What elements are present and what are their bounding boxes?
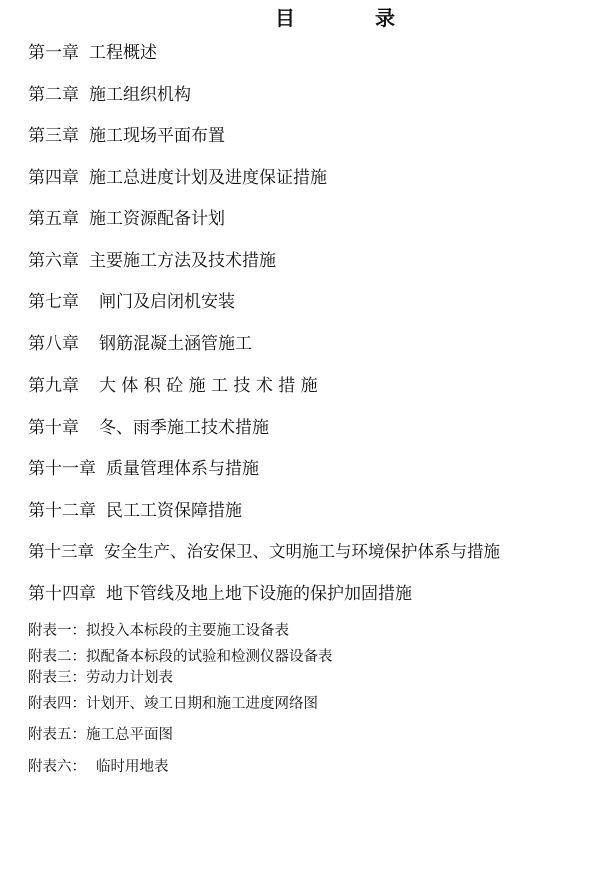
- chapter-title: 施工现场平面布置: [89, 126, 225, 146]
- appendix-title: 拟配备本标段的试验和检测仪器设备表: [86, 649, 333, 665]
- chapter-title: 工程概述: [89, 43, 157, 63]
- toc-entry-appendix-3[interactable]: [28, 668, 173, 688]
- chapter-number: 第十三章: [28, 542, 94, 561]
- chapter-number: 第六章: [28, 251, 79, 271]
- appendix-title: 施工总平面图: [86, 727, 173, 743]
- toc-entry-chapter-13[interactable]: [28, 542, 500, 562]
- toc-entry-chapter-11[interactable]: [28, 459, 259, 479]
- toc-entry-chapter-9[interactable]: [28, 376, 318, 396]
- chapter-title: 民工工资保障措施: [106, 501, 242, 521]
- appendix-number: 附表六：: [28, 759, 86, 775]
- toc-entry-appendix-1[interactable]: [28, 621, 289, 641]
- chapter-title: 施工总进度计划及进度保证措施: [89, 168, 327, 188]
- chapter-number: 第四章: [28, 168, 79, 188]
- appendix-number: 附表四：: [28, 696, 86, 712]
- chapter-number: 第十一章: [28, 459, 96, 479]
- toc-entry-chapter-14[interactable]: [28, 584, 412, 604]
- toc-entry-appendix-6[interactable]: [28, 757, 169, 777]
- toc-entry-appendix-4[interactable]: [28, 694, 318, 714]
- toc-entry-chapter-7[interactable]: [28, 292, 235, 312]
- chapter-number: 第十章: [28, 418, 79, 438]
- toc-entry-chapter-12[interactable]: [28, 501, 242, 521]
- chapter-number: 第二章: [28, 85, 79, 105]
- appendix-number: 附表二：: [28, 649, 86, 665]
- chapter-number: 第七章: [28, 292, 79, 312]
- chapter-title: 地下管线及地上地下设施的保护加固措施: [106, 584, 412, 604]
- toc-entry-chapter-10[interactable]: [28, 418, 269, 438]
- chapter-title: 钢筋混凝土涵管施工: [99, 334, 252, 354]
- toc-entry-chapter-1[interactable]: [28, 43, 157, 63]
- toc-entry-appendix-5[interactable]: [28, 725, 173, 745]
- toc-entry-chapter-8[interactable]: [28, 334, 252, 354]
- chapter-number: 第十二章: [28, 501, 96, 521]
- toc-entry-chapter-4[interactable]: [28, 168, 327, 188]
- chapter-title: 闸门及启闭机安装: [99, 292, 235, 312]
- chapter-title: 施工资源配备计划: [89, 209, 225, 229]
- chapter-number: 第八章: [28, 334, 79, 354]
- appendix-title: 计划开、竣工日期和施工进度网络图: [86, 696, 318, 712]
- toc-entry-chapter-5[interactable]: [28, 209, 225, 229]
- page-title: 目 录: [275, 6, 425, 30]
- appendix-number: 附表三：: [28, 670, 86, 686]
- chapter-number: 第五章: [28, 209, 79, 229]
- toc-entry-appendix-2[interactable]: [28, 647, 333, 667]
- toc-entry-chapter-2[interactable]: [28, 85, 191, 105]
- chapter-number: 第十四章: [28, 584, 96, 604]
- chapter-title: 冬、雨季施工技术措施: [99, 418, 269, 438]
- chapter-title: 主要施工方法及技术措施: [89, 251, 276, 271]
- chapter-title: 大 体 积 砼 施 工 技 术 措 施: [99, 376, 318, 396]
- appendix-title: 劳动力计划表: [86, 670, 173, 686]
- chapter-title: 质量管理体系与措施: [106, 459, 259, 479]
- chapter-title: 施工组织机构: [89, 85, 191, 105]
- appendix-number: 附表一：: [28, 623, 86, 639]
- chapter-title: 安全生产、治安保卫、文明施工与环境保护体系与措施: [104, 542, 500, 561]
- chapter-number: 第一章: [28, 43, 79, 63]
- appendix-number: 附表五：: [28, 727, 86, 743]
- chapter-number: 第九章: [28, 376, 79, 396]
- appendix-title: 拟投入本标段的主要施工设备表: [86, 623, 289, 639]
- toc-entry-chapter-3[interactable]: [28, 126, 225, 146]
- toc-entry-chapter-6[interactable]: [28, 251, 276, 271]
- appendix-title: 临时用地表: [96, 759, 169, 775]
- chapter-number: 第三章: [28, 126, 79, 146]
